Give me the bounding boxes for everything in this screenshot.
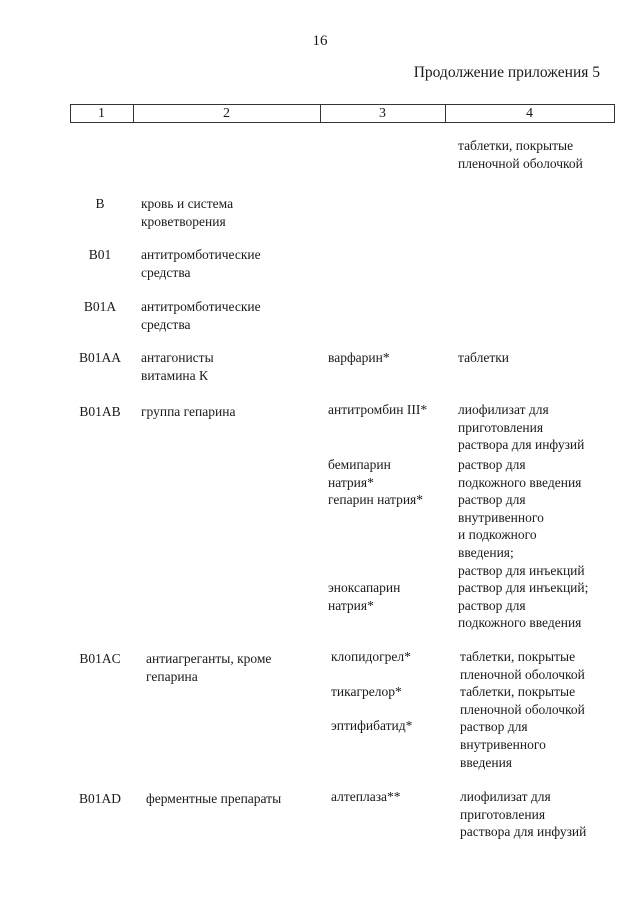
group-cell bbox=[141, 298, 261, 333]
text-line: варфарин* bbox=[328, 350, 390, 365]
atc-code: B01AB bbox=[79, 404, 121, 419]
atc-code: B01AC bbox=[79, 651, 121, 666]
form-cell bbox=[458, 401, 584, 454]
text-line: алтеплаза** bbox=[331, 789, 401, 804]
drug-cell bbox=[331, 717, 412, 735]
header-col-2: 2 bbox=[223, 106, 230, 121]
text-line: раствор для инъекций bbox=[458, 562, 585, 578]
text-line: гепарина bbox=[146, 668, 198, 684]
text-line: пленочной оболочкой bbox=[460, 666, 585, 682]
text-line: внутривенного bbox=[458, 509, 544, 525]
form-cell bbox=[458, 137, 583, 172]
group-cell bbox=[141, 349, 214, 384]
text-line: бемипарин bbox=[328, 457, 391, 472]
group-cell bbox=[146, 650, 271, 685]
header-col-4: 4 bbox=[526, 106, 533, 121]
text-line: витамина К bbox=[141, 367, 209, 383]
text-line: группа гепарина bbox=[141, 404, 236, 419]
text-line: натрия* bbox=[328, 597, 374, 613]
text-line: кроветворения bbox=[141, 213, 226, 229]
atc-code: B01AA bbox=[78, 350, 121, 365]
header-col-1: 1 bbox=[98, 106, 105, 121]
text-line: антиагреганты, кроме bbox=[146, 651, 272, 666]
text-line: эноксапарин bbox=[328, 580, 401, 595]
form-cell bbox=[460, 648, 585, 771]
text-line: таблетки, покрытые bbox=[458, 138, 574, 153]
text-line: средства bbox=[141, 264, 191, 280]
drug-cell bbox=[331, 788, 401, 806]
group-cell bbox=[146, 790, 281, 808]
form-cell bbox=[458, 349, 509, 367]
text-line: ферментные препараты bbox=[146, 791, 282, 806]
atc-code: B01A bbox=[83, 299, 117, 314]
text-line: таблетки, покрытые bbox=[460, 649, 576, 664]
text-line: средства bbox=[141, 316, 191, 332]
text-line: раствор для bbox=[458, 492, 526, 508]
header-col-3: 3 bbox=[379, 106, 386, 121]
text-line: подкожного введения bbox=[458, 615, 582, 631]
text-line: раствор для bbox=[460, 719, 528, 735]
page-number: 16 bbox=[312, 33, 328, 49]
text-line: эптифибатид* bbox=[331, 718, 413, 733]
text-line: раствора для инфузий bbox=[460, 824, 587, 840]
drug-cell bbox=[328, 579, 400, 614]
text-line: антитромботические bbox=[141, 299, 261, 314]
text-line: пленочной оболочкой bbox=[460, 701, 585, 717]
text-line: кровь и система bbox=[141, 196, 234, 211]
text-line: введения bbox=[460, 754, 513, 770]
drug-cell bbox=[328, 349, 390, 367]
text-line: лиофилизат для bbox=[460, 789, 551, 804]
text-line: гепарин натрия* bbox=[328, 492, 424, 508]
text-line: раствор для инъекций; bbox=[458, 580, 589, 596]
text-line: антитромботические bbox=[141, 247, 261, 262]
text-line: пленочной оболочкой bbox=[458, 155, 583, 171]
text-line: и подкожного bbox=[458, 527, 537, 543]
text-line: таблетки bbox=[458, 350, 510, 365]
text-line: приготовления bbox=[460, 806, 546, 822]
text-line: антитромбин III* bbox=[328, 402, 428, 417]
text-line: приготовления bbox=[458, 419, 544, 435]
text-line: клопидогрел* bbox=[331, 649, 411, 664]
drug-cell bbox=[328, 456, 423, 509]
table-header bbox=[70, 104, 615, 123]
group-cell bbox=[141, 195, 233, 230]
atc-code: B01AD bbox=[78, 791, 121, 806]
atc-code: B01 bbox=[88, 247, 112, 262]
group-cell bbox=[141, 246, 261, 281]
drug-cell bbox=[331, 683, 402, 701]
continuation-label: Продолжение приложения 5 bbox=[413, 64, 600, 81]
atc-code: B bbox=[95, 196, 105, 211]
text-line: антагонисты bbox=[141, 350, 214, 365]
text-line: раствора для инфузий bbox=[458, 437, 585, 453]
text-line: лиофилизат для bbox=[458, 402, 549, 417]
text-line: подкожного введения bbox=[458, 474, 582, 490]
text-line: тикагрелор* bbox=[331, 684, 402, 699]
text-line: натрия* bbox=[328, 474, 374, 490]
form-cell bbox=[460, 788, 586, 841]
text-line: внутривенного bbox=[460, 736, 546, 752]
drug-cell bbox=[331, 648, 411, 666]
text-line: введения; bbox=[458, 544, 514, 560]
text-line: раствор для bbox=[458, 457, 526, 472]
drug-cell bbox=[328, 401, 427, 419]
text-line: раствор для bbox=[458, 597, 526, 613]
form-cell bbox=[458, 456, 588, 632]
text-line: таблетки, покрытые bbox=[460, 684, 576, 700]
group-cell bbox=[141, 403, 235, 421]
